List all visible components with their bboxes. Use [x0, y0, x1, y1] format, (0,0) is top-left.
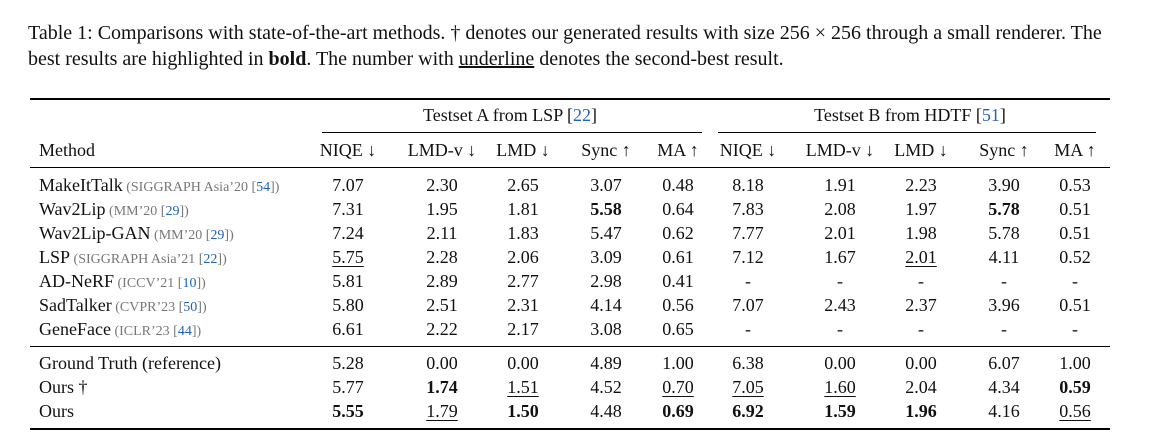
citation-link[interactable]: 29: [165, 204, 180, 219]
method-venue: (MM’20 [29]): [150, 228, 234, 243]
method-cell: [39, 270, 206, 295]
value-cell: 0.69: [662, 401, 694, 421]
method-cell: [39, 174, 279, 199]
group-header-testset-a: Testset A from LSP [22]: [422, 105, 598, 125]
value-cell: 0.70: [662, 377, 694, 397]
value-cell: 6.92: [732, 401, 764, 421]
table-bottom-rule: [30, 428, 1110, 430]
value-cell: 7.07: [332, 175, 364, 195]
method-venue: (SIGGRAPH Asia’21 [22]): [70, 252, 227, 267]
value-cell: 4.48: [590, 401, 622, 421]
value-cell: 0.56: [1059, 401, 1091, 421]
value-cell: 1.60: [824, 377, 856, 397]
method-cell: [39, 222, 234, 247]
value-cell: 7.83: [732, 199, 764, 219]
value-cell: 5.78: [988, 223, 1020, 243]
value-cell: 0.59: [1059, 377, 1091, 397]
citation-link[interactable]: 29: [210, 228, 225, 243]
method-venue: (SIGGRAPH Asia’20 [54]): [122, 180, 280, 195]
value-cell: 5.55: [332, 401, 364, 421]
value-cell: 3.09: [590, 247, 622, 267]
value-cell: -: [837, 319, 843, 339]
value-cell: 0.48: [662, 175, 694, 195]
value-cell: 2.28: [426, 247, 458, 267]
method-name: Wav2Lip: [39, 199, 106, 219]
value-cell: -: [745, 319, 751, 339]
caption-label: Table 1:: [28, 22, 93, 44]
value-cell: 2.22: [426, 319, 458, 339]
value-cell: -: [1072, 271, 1078, 291]
value-cell: 4.14: [590, 295, 622, 315]
method-cell: [39, 294, 207, 319]
method-venue: (CVPR’23 [50]): [111, 300, 207, 315]
value-cell: 3.08: [590, 319, 622, 339]
value-cell: 5.80: [332, 295, 364, 315]
value-cell: 1.91: [824, 175, 856, 195]
value-cell: 4.34: [988, 377, 1020, 397]
table-caption: [28, 20, 1128, 72]
column-header: LMD-v ↓: [407, 140, 477, 160]
value-cell: 7.77: [732, 223, 764, 243]
value-cell: -: [1001, 271, 1007, 291]
header-bottom-rule: [30, 167, 1110, 168]
value-cell: 1.74: [426, 377, 458, 397]
value-cell: 5.78: [988, 199, 1020, 219]
value-cell: 2.98: [590, 271, 622, 291]
value-cell: 0.52: [1059, 247, 1091, 267]
value-cell: 1.97: [905, 199, 937, 219]
value-cell: 0.51: [1059, 223, 1091, 243]
method-name: SadTalker: [39, 295, 112, 315]
value-cell: 1.00: [662, 353, 694, 373]
method-name: MakeItTalk: [39, 175, 123, 195]
value-cell: 1.96: [905, 401, 937, 421]
value-cell: 0.41: [662, 271, 694, 291]
method-venue: (MM’20 [29]): [105, 204, 189, 219]
value-cell: 1.83: [507, 223, 539, 243]
citation-link[interactable]: 50: [183, 300, 198, 315]
table-top-rule: [30, 98, 1110, 100]
method-cell: [39, 400, 74, 422]
value-cell: 1.59: [824, 401, 856, 421]
column-header: Sync ↑: [581, 140, 631, 160]
value-cell: -: [1001, 319, 1007, 339]
value-cell: 5.58: [590, 199, 622, 219]
value-cell: 0.51: [1059, 199, 1091, 219]
value-cell: 2.01: [905, 247, 937, 267]
value-cell: 1.00: [1059, 353, 1091, 373]
value-cell: -: [837, 271, 843, 291]
group-header-testset-b: Testset B from HDTF [51]: [814, 105, 1006, 125]
value-cell: 2.31: [507, 295, 539, 315]
column-header: LMD-v ↓: [805, 140, 875, 160]
value-cell: 4.89: [590, 353, 622, 373]
value-cell: -: [1072, 319, 1078, 339]
value-cell: 0.64: [662, 199, 694, 219]
method-name: AD-NeRF: [39, 271, 114, 291]
value-cell: 2.77: [507, 271, 539, 291]
value-cell: 1.50: [507, 401, 539, 421]
column-header: NIQE ↓: [719, 140, 777, 160]
group-a-cmidrule: [322, 132, 702, 133]
value-cell: 5.75: [332, 247, 364, 267]
value-cell: 2.30: [426, 175, 458, 195]
value-cell: 3.07: [590, 175, 622, 195]
column-header: LMD ↓: [894, 140, 948, 160]
method-cell: [39, 352, 221, 374]
group-separator-rule: [30, 346, 1110, 347]
caption-underline-word: underline: [458, 48, 535, 70]
value-cell: 1.67: [824, 247, 856, 267]
value-cell: 7.24: [332, 223, 364, 243]
method-cell: [39, 246, 227, 271]
value-cell: 2.06: [507, 247, 539, 267]
method-cell: [39, 318, 201, 343]
method-name: Wav2Lip-GAN: [39, 223, 151, 243]
citation-link[interactable]: 10: [182, 276, 197, 291]
value-cell: -: [918, 319, 924, 339]
value-cell: 0.00: [824, 353, 856, 373]
method-cell: [39, 376, 88, 398]
group-b-cmidrule: [718, 132, 1096, 133]
value-cell: 3.90: [988, 175, 1020, 195]
method-name: GeneFace: [39, 319, 111, 339]
value-cell: -: [745, 271, 751, 291]
method-name: Ours †: [39, 377, 88, 397]
caption-text-3: . The number with: [306, 48, 459, 70]
value-cell: 0.65: [662, 319, 694, 339]
value-cell: 2.37: [905, 295, 937, 315]
value-cell: 8.18: [732, 175, 764, 195]
value-cell: 2.08: [824, 199, 856, 219]
value-cell: 7.07: [732, 295, 764, 315]
value-cell: 4.16: [988, 401, 1020, 421]
value-cell: 7.12: [732, 247, 764, 267]
value-cell: 0.56: [662, 295, 694, 315]
value-cell: 4.11: [988, 247, 1020, 267]
value-cell: 1.81: [507, 199, 539, 219]
column-header-method: Method: [39, 140, 95, 160]
value-cell: 3.96: [988, 295, 1020, 315]
value-cell: 5.77: [332, 377, 364, 397]
citation-link[interactable]: 22: [203, 252, 218, 267]
method-name: Ground Truth (reference): [39, 353, 221, 373]
method-cell: [39, 198, 189, 223]
value-cell: 0.00: [426, 353, 458, 373]
value-cell: 0.53: [1059, 175, 1091, 195]
value-cell: 4.52: [590, 377, 622, 397]
value-cell: 7.31: [332, 199, 364, 219]
column-header: NIQE ↓: [319, 140, 377, 160]
caption-bold-word: bold: [268, 48, 307, 70]
value-cell: 2.04: [905, 377, 937, 397]
value-cell: 1.95: [426, 199, 458, 219]
value-cell: -: [918, 271, 924, 291]
value-cell: 5.47: [590, 223, 622, 243]
value-cell: 7.05: [732, 377, 764, 397]
value-cell: 2.11: [426, 223, 458, 243]
value-cell: 0.00: [507, 353, 539, 373]
value-cell: 6.61: [332, 319, 364, 339]
column-header: Sync ↑: [979, 140, 1029, 160]
citation-link[interactable]: 44: [177, 324, 192, 339]
method-venue: (ICCV’21 [10]): [114, 276, 206, 291]
value-cell: 2.43: [824, 295, 856, 315]
value-cell: 1.51: [507, 377, 539, 397]
value-cell: 0.61: [662, 247, 694, 267]
value-cell: 1.79: [426, 401, 458, 421]
column-header: MA ↑: [657, 140, 699, 160]
column-header: MA ↑: [1054, 140, 1096, 160]
value-cell: 2.89: [426, 271, 458, 291]
caption-text-1: Comparisons with state-of-the-art methods. † denotes our generated results with size: [92, 22, 780, 44]
caption-math: 256 × 256: [779, 22, 862, 44]
column-header: LMD ↓: [496, 140, 550, 160]
caption-text-4: denotes the second-best result.: [534, 48, 784, 70]
value-cell: 2.65: [507, 175, 539, 195]
method-name: Ours: [39, 401, 74, 421]
value-cell: 2.51: [426, 295, 458, 315]
method-name: LSP: [39, 247, 71, 267]
value-cell: 0.51: [1059, 295, 1091, 315]
value-cell: 1.98: [905, 223, 937, 243]
value-cell: 2.23: [905, 175, 937, 195]
value-cell: 5.28: [332, 353, 364, 373]
value-cell: 2.01: [824, 223, 856, 243]
value-cell: 0.00: [905, 353, 937, 373]
value-cell: 0.62: [662, 223, 694, 243]
value-cell: 5.81: [332, 271, 364, 291]
value-cell: 2.17: [507, 319, 539, 339]
citation-link[interactable]: 54: [256, 180, 271, 195]
value-cell: 6.07: [988, 353, 1020, 373]
value-cell: 6.38: [732, 353, 764, 373]
caption-text-2: through a small renderer. The best results are highlighted in: [28, 22, 1102, 70]
method-venue: (ICLR’23 [44]): [110, 324, 202, 339]
